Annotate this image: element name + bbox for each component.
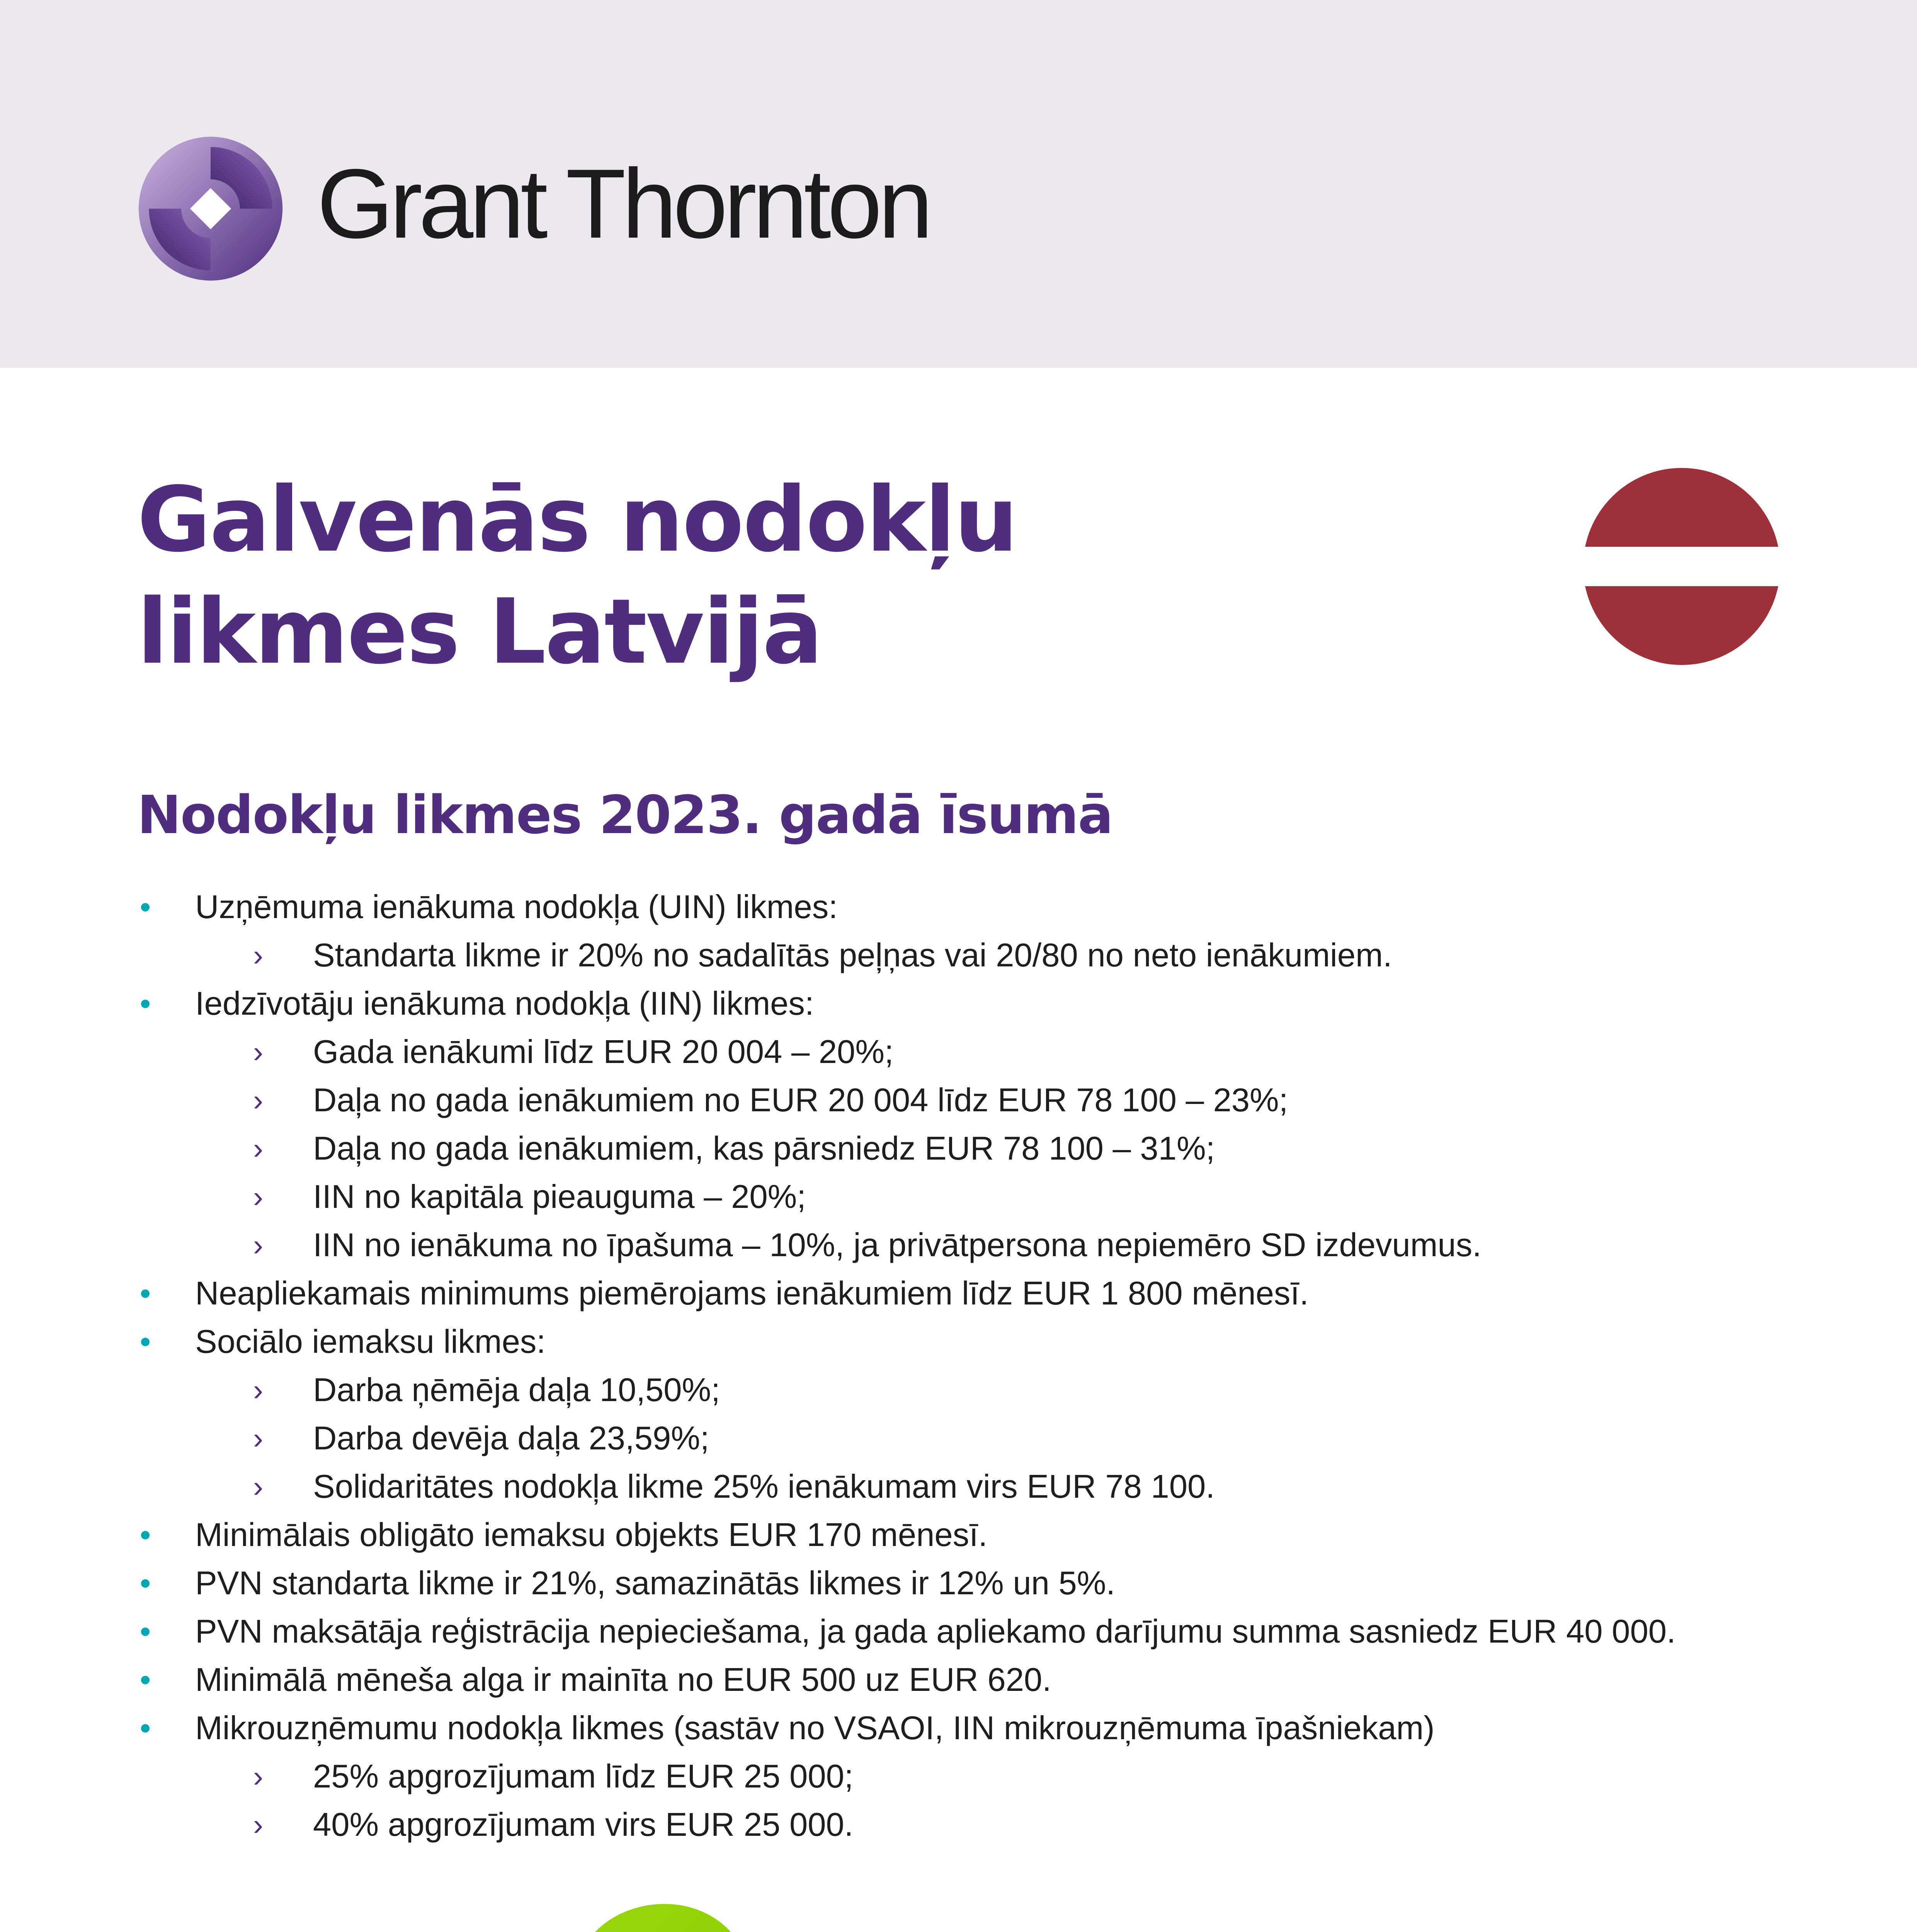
bullet-item (137, 883, 1799, 931)
chevron-right-icon: › (253, 1469, 263, 1503)
bullet-dot-icon (141, 1676, 150, 1684)
sub-bullet-item (137, 1076, 1799, 1124)
header-band (0, 0, 1917, 368)
bullet-text: Mikrouzņēmumu nodokļa likmes (sastāv no VSAOI, IIN mikrouzņēmuma īpašniekam) (195, 1710, 1435, 1747)
sub-bullet-item (137, 1221, 1799, 1269)
sub-bullet-item (137, 1173, 1799, 1221)
bullet-item (137, 1318, 1799, 1366)
sub-bullet-item (137, 1028, 1799, 1076)
bullet-text: PVN standarta likme ir 21%, samazinātās likmes ir 12% un 5%. (195, 1565, 1115, 1602)
bullet-text: IIN no ienākuma no īpašuma – 10%, ja privātpersona nepiemēro SD izdevumus. (313, 1227, 1482, 1264)
bullet-text: Sociālo iemaksu likmes: (195, 1323, 546, 1360)
bullet-text: Uzņēmuma ienākuma nodokļa (UIN) likmes: (195, 889, 838, 925)
bullet-text: 40% apgrozījumam virs EUR 25 000. (313, 1806, 854, 1843)
decorative-ribbon-graphic (0, 1893, 966, 1932)
bullet-dot-icon (141, 1338, 150, 1346)
brand-name: Grant Thornton (317, 149, 929, 259)
title-line-1: Galvenās nodokļu (137, 468, 1017, 572)
chevron-right-icon: › (253, 938, 263, 972)
chevron-right-icon: › (253, 1373, 263, 1407)
bullet-text: Neapliekamais minimums piemērojams ienākumiem līdz EUR 1 800 mēnesī. (195, 1275, 1309, 1312)
bullet-dot-icon (141, 1724, 150, 1733)
bullet-item (137, 1704, 1799, 1752)
sub-bullet-item (137, 1801, 1799, 1849)
bullet-dot-icon (141, 1531, 150, 1539)
bullet-text: Daļa no gada ienākumiem, kas pārsniedz EUR 78 100 – 31%; (313, 1130, 1215, 1167)
sub-bullet-item (137, 1124, 1799, 1173)
chevron-right-icon: › (253, 1131, 263, 1165)
bullet-text: Darba devēja daļa 23,59%; (313, 1420, 709, 1457)
sub-bullet-item (137, 1366, 1799, 1414)
page-title (137, 464, 1451, 688)
bullet-item (137, 1607, 1799, 1656)
chevron-right-icon: › (253, 1808, 263, 1842)
bullet-dot-icon (141, 903, 150, 912)
bullet-text: Gada ienākumi līdz EUR 20 004 – 20%; (313, 1034, 894, 1070)
bullet-dot-icon (141, 1628, 150, 1636)
bullet-text: Minimālais obligāto iemaksu objekts EUR 170 mēnesī. (195, 1517, 988, 1553)
bullet-text: Iedzīvotāju ienākuma nodokļa (IIN) likmes: (195, 985, 814, 1022)
latvia-flag-icon (1583, 468, 1780, 665)
bullet-item (137, 1559, 1799, 1607)
chevron-right-icon: › (253, 1180, 263, 1214)
sub-bullet-item (137, 1414, 1799, 1463)
sub-bullet-item (137, 931, 1799, 980)
title-line-2: likmes Latvijā (137, 580, 822, 684)
bullet-text: Standarta likme ir 20% no sadalītās peļņas vai 20/80 no neto ienākumiem. (313, 937, 1392, 974)
bullet-text: IIN no kapitāla pieauguma – 20%; (313, 1179, 806, 1215)
bullet-item (137, 1656, 1799, 1704)
chevron-right-icon: › (253, 1035, 263, 1069)
sub-bullet-item (137, 1752, 1799, 1801)
chevron-right-icon: › (253, 1228, 263, 1262)
lime-ribbon (478, 1904, 947, 1932)
bullet-item (137, 1269, 1799, 1318)
bullet-text: Darba ņēmēja daļa 10,50%; (313, 1372, 720, 1408)
section-heading: Nodokļu likmes 2023. gadā īsumā (137, 785, 1113, 846)
bullet-dot-icon (141, 1289, 150, 1298)
bullet-dot-icon (141, 1000, 150, 1008)
chevron-right-icon: › (253, 1083, 263, 1117)
bullet-dot-icon (141, 1579, 150, 1588)
chevron-right-icon: › (253, 1759, 263, 1793)
bullet-text: Daļa no gada ienākumiem no EUR 20 004 līdz EUR 78 100 – 23%; (313, 1082, 1288, 1119)
bullet-text: Minimālā mēneša alga ir mainīta no EUR 500 uz EUR 620. (195, 1662, 1051, 1698)
grant-thornton-logo-icon (137, 135, 284, 282)
bullet-text: Solidaritātes nodokļa likme 25% ienākumam virs EUR 78 100. (313, 1468, 1215, 1505)
bullet-text: PVN maksātāja reģistrācija nepieciešama, ja gada apliekamo darījumu summa sasniedz EUR 40 000. (195, 1613, 1676, 1650)
tax-rates-list (137, 883, 1799, 1849)
bullet-text: 25% apgrozījumam līdz EUR 25 000; (313, 1758, 854, 1795)
bullet-item (137, 980, 1799, 1028)
bullet-item (137, 1511, 1799, 1559)
sub-bullet-item (137, 1463, 1799, 1511)
chevron-right-icon: › (253, 1421, 263, 1455)
